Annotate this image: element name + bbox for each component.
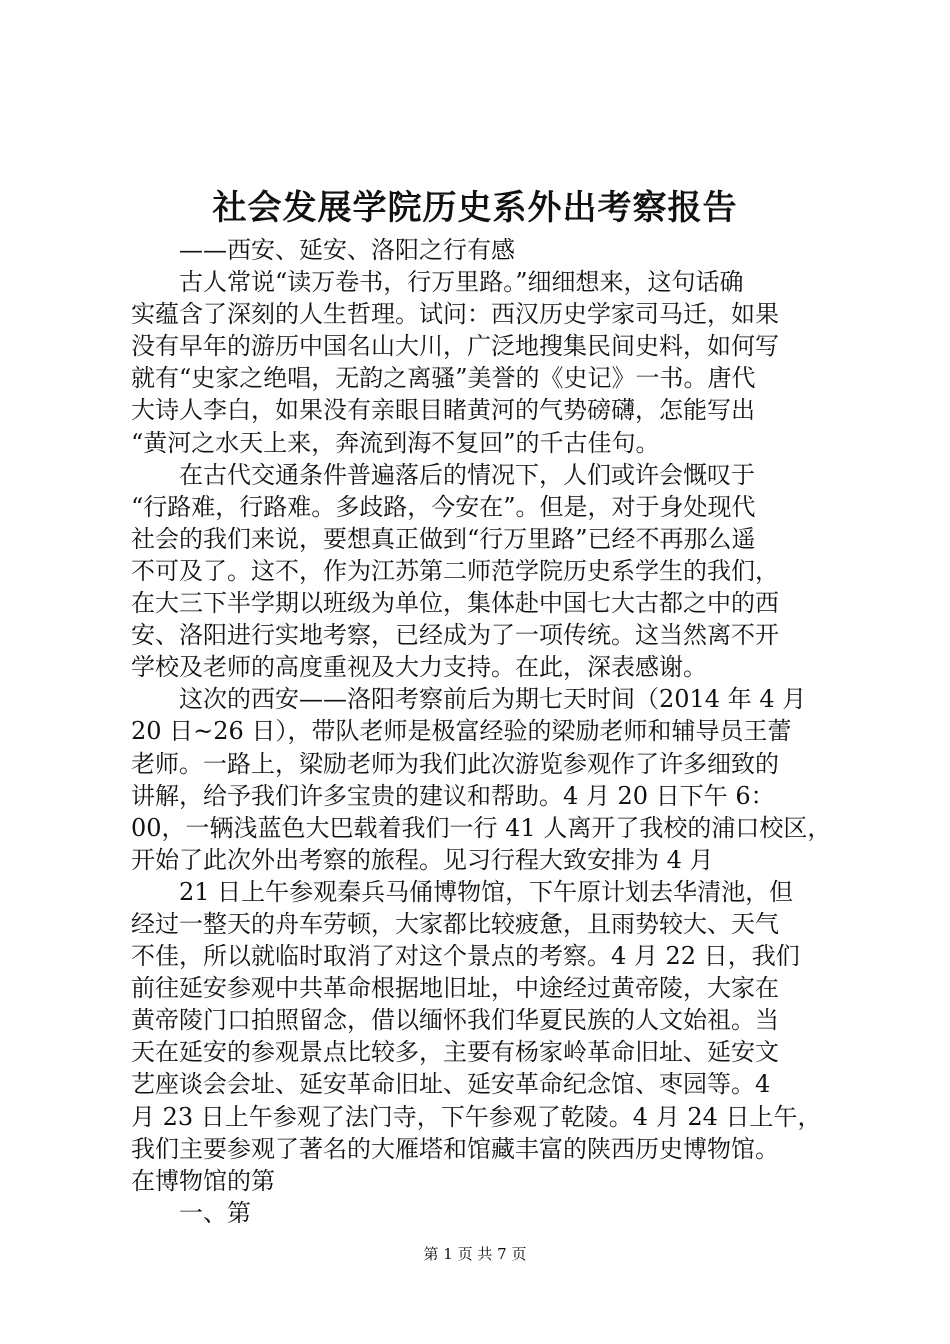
body-line: 在大三下半学期以班级为单位，集体赴中国七大古都之中的西 <box>131 589 779 618</box>
body-line: 在博物馆的第 <box>131 1166 275 1195</box>
body-line: 学校及老师的高度重视及大力支持。在此，深表感谢。 <box>131 653 707 682</box>
body-line: 21 日上午参观秦兵马俑博物馆，下午原计划去华清池，但 <box>179 877 794 906</box>
body-line: 天在延安的参观景点比较多，主要有杨家岭革命旧址、延安文 <box>131 1038 779 1067</box>
body-line: 不佳，所以就临时取消了对这个景点的考察。4 月 22 日，我们 <box>131 942 800 971</box>
body-line: 一、第 <box>179 1198 251 1227</box>
body-line: 经过一整天的舟车劳顿，大家都比较疲惫，且雨势较大、天气 <box>131 909 779 938</box>
body-line: 艺座谈会会址、延安革命旧址、延安革命纪念馆、枣园等。4 <box>131 1070 771 1099</box>
body-line: 前往延安参观中共革命根据地旧址，中途经过黄帝陵，大家在 <box>131 974 779 1003</box>
body-line: 讲解，给予我们许多宝贵的建议和帮助。4 月 20 日下午 6： <box>131 781 775 810</box>
document-title: 社会发展学院历史系外出考察报告 <box>212 188 738 228</box>
document-body <box>131 234 831 1229</box>
body-line: 我们主要参观了著名的大雁塔和馆藏丰富的陕西历史博物馆。 <box>131 1134 779 1163</box>
body-line: 黄帝陵门口拍照留念，借以缅怀我们华夏民族的人文始祖。当 <box>131 1006 779 1035</box>
body-line: 在古代交通条件普遍落后的情况下，人们或许会慨叹于 <box>179 460 755 489</box>
body-line: 就有“史家之绝唱，无韵之离骚”美誉的《史记》一书。唐代 <box>131 364 756 393</box>
body-line: ——西安、延安、洛阳之行有感 <box>179 236 515 264</box>
body-line: 社会的我们来说，要想真正做到“行万里路”已经不再那么遥 <box>131 524 756 553</box>
page-footer: 第 1 页 共 7 页 <box>423 1245 527 1263</box>
body-line: 实蕴含了深刻的人生哲理。试问：西汉历史学家司马迁，如果 <box>131 300 779 329</box>
body-line: 老师。一路上，梁励老师为我们此次游览参观作了许多细致的 <box>131 749 779 778</box>
body-line: 安、洛阳进行实地考察，已经成为了一项传统。这当然离不开 <box>131 621 779 650</box>
body-line: 这次的西安——洛阳考察前后为期七天时间（2014 年 4 月 <box>179 685 807 714</box>
body-line: “行路难，行路难。多歧路，今安在”。但是，对于身处现代 <box>131 492 756 521</box>
body-line: 大诗人李白，如果没有亲眼目睹黄河的气势磅礴，怎能写出 <box>131 396 755 425</box>
body-line: 00，一辆浅蓝色大巴载着我们一行 41 人离开了我校的浦口校区， <box>131 813 832 842</box>
body-line: 古人常说“读万卷书，行万里路。”细细想来，这句话确 <box>179 268 744 297</box>
body-line: 没有早年的游历中国名山大川，广泛地搜集民间史料，如何写 <box>131 332 779 361</box>
body-line: 月 23 日上午参观了法门寺，下午参观了乾陵。4 月 24 日上午， <box>131 1102 822 1131</box>
body-line: “黄河之水天上来，奔流到海不复回”的千古佳句。 <box>131 428 660 457</box>
body-line: 20 日~26 日），带队老师是极富经验的梁励老师和辅导员王蕾 <box>131 717 792 746</box>
body-line: 开始了此次外出考察的旅程。见习行程大致安排为 4 月 <box>131 845 714 874</box>
body-line: 不可及了。这不，作为江苏第二师范学院历史系学生的我们， <box>131 556 779 585</box>
